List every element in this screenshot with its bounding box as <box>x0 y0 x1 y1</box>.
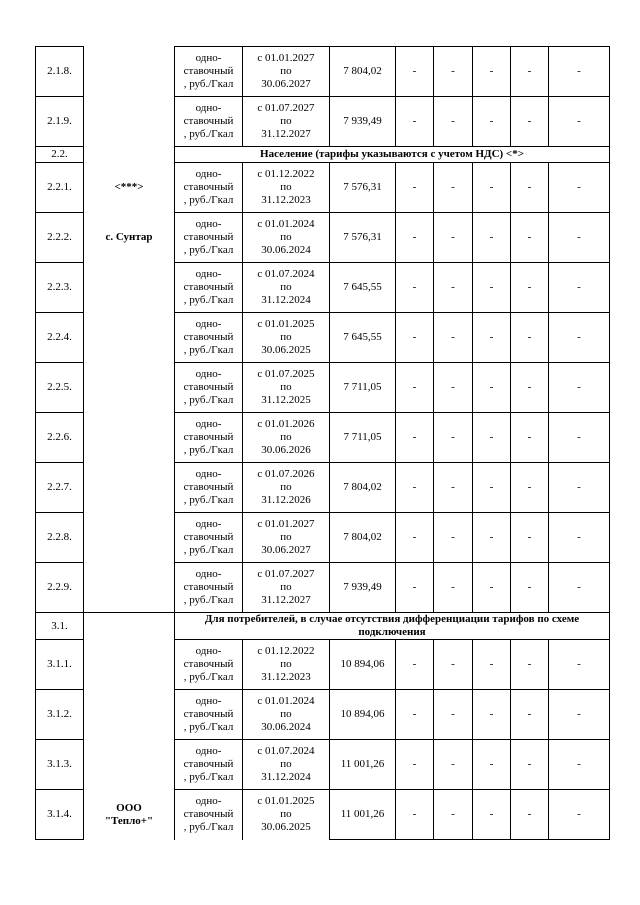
tariff-value-cell: 7 804,02 <box>330 463 396 513</box>
empty-value-cell: - <box>396 640 434 690</box>
organization-cell <box>84 790 175 840</box>
table-row <box>36 363 610 413</box>
period-line: по <box>280 381 292 393</box>
tariff-unit-line: одно- <box>195 645 222 657</box>
tariff-unit-line: одно- <box>195 268 222 280</box>
tariff-unit-line: одно- <box>195 695 222 707</box>
period-line: 30.06.2027 <box>261 78 311 90</box>
table-row <box>36 163 610 213</box>
table-row <box>36 213 610 263</box>
organization-place: с. Сунтар <box>84 213 175 263</box>
organization-cell <box>84 740 175 790</box>
empty-value-cell: - <box>396 513 434 563</box>
row-number-cell: 3.1.3. <box>36 740 84 790</box>
row-number-cell: 3.1. <box>36 613 84 640</box>
table-row <box>36 413 610 463</box>
empty-value-cell: - <box>473 263 511 313</box>
empty-value-cell: - <box>396 363 434 413</box>
tariff-unit-line: ставочный <box>183 181 234 193</box>
period-line: с 01.07.2026 <box>257 468 315 480</box>
tariff-value-cell: 7 711,05 <box>330 413 396 463</box>
tariff-unit-line: ставочный <box>183 65 234 77</box>
empty-value-cell: - <box>473 313 511 363</box>
organization-cell <box>84 413 175 463</box>
tariff-value-cell: 7 711,05 <box>330 363 396 413</box>
tariff-unit-line: одно- <box>195 745 222 757</box>
period-line: 31.12.2023 <box>261 671 311 683</box>
empty-value-cell: - <box>473 163 511 213</box>
empty-value-cell: - <box>549 163 610 213</box>
period-line: по <box>280 231 292 243</box>
period-line: по <box>280 331 292 343</box>
empty-value-cell: - <box>473 513 511 563</box>
row-number-cell: 3.1.1. <box>36 640 84 690</box>
tariff-unit-line: одно- <box>195 468 222 480</box>
empty-value-cell: - <box>473 640 511 690</box>
period-cell <box>243 97 330 147</box>
tariff-unit-cell <box>175 47 243 97</box>
period-cell <box>243 313 330 363</box>
empty-value-cell: - <box>434 263 473 313</box>
tariff-unit-cell <box>175 263 243 313</box>
empty-value-cell: - <box>434 740 473 790</box>
empty-value-cell: - <box>434 413 473 463</box>
organization-name-line: ООО <box>116 801 142 814</box>
empty-value-cell: - <box>473 790 511 840</box>
empty-value-cell: - <box>511 47 549 97</box>
tariff-unit-line: одно- <box>195 568 222 580</box>
tariff-unit-line: , руб./Гкал <box>183 544 234 556</box>
period-line: по <box>280 808 292 821</box>
tariff-unit-line: одно- <box>195 168 222 180</box>
empty-value-cell: - <box>549 513 610 563</box>
tariff-unit-line: , руб./Гкал <box>183 494 234 506</box>
tariff-unit-line: ставочный <box>183 431 234 443</box>
organization-cell <box>84 563 175 613</box>
tariff-value-cell: 11 001,26 <box>330 740 396 790</box>
empty-value-cell: - <box>434 640 473 690</box>
period-line: с 01.01.2025 <box>257 318 315 330</box>
empty-value-cell: - <box>396 47 434 97</box>
period-cell <box>243 413 330 463</box>
tariff-unit-line: , руб./Гкал <box>183 194 234 206</box>
tariff-value-cell: 7 576,31 <box>330 213 396 263</box>
tariff-unit-line: , руб./Гкал <box>183 821 234 834</box>
organization-cell <box>84 690 175 740</box>
tariff-value-cell: 11 001,26 <box>330 790 396 840</box>
tariff-unit-cell <box>175 163 243 213</box>
tariff-value-cell: 10 894,06 <box>330 690 396 740</box>
empty-value-cell: - <box>396 563 434 613</box>
table-row <box>36 513 610 563</box>
tariff-unit-line: одно- <box>195 795 222 808</box>
empty-value-cell: - <box>434 213 473 263</box>
empty-value-cell: - <box>511 463 549 513</box>
period-line: 30.06.2027 <box>261 544 311 556</box>
tariff-unit-line: , руб./Гкал <box>183 78 234 90</box>
row-number-cell: 2.2.7. <box>36 463 84 513</box>
tariff-value-cell: 7 576,31 <box>330 163 396 213</box>
empty-value-cell: - <box>473 97 511 147</box>
tariff-unit-cell <box>175 213 243 263</box>
empty-value-cell: - <box>473 563 511 613</box>
table-row <box>36 263 610 313</box>
period-line: по <box>280 758 292 770</box>
period-line: по <box>280 581 292 593</box>
period-line: 31.12.2024 <box>261 771 311 783</box>
tariff-unit-line: , руб./Гкал <box>183 394 234 406</box>
organization-cell <box>84 363 175 413</box>
empty-value-cell: - <box>511 413 549 463</box>
empty-value-cell: - <box>434 690 473 740</box>
tariff-unit-cell <box>175 97 243 147</box>
period-cell <box>243 163 330 213</box>
empty-value-cell: - <box>549 97 610 147</box>
period-line: 31.12.2026 <box>261 494 311 506</box>
period-line: по <box>280 181 292 193</box>
empty-value-cell: - <box>473 690 511 740</box>
empty-value-cell: - <box>511 740 549 790</box>
tariff-unit-cell <box>175 363 243 413</box>
tariff-unit-line: ставочный <box>183 531 234 543</box>
empty-value-cell: - <box>473 413 511 463</box>
organization-cell <box>84 313 175 363</box>
row-number-cell: 3.1.2. <box>36 690 84 740</box>
section-title: Для потребителей, в случае отсутствия дифференциации тарифов по схеме подключения <box>175 613 610 640</box>
empty-value-cell: - <box>396 213 434 263</box>
tariff-unit-line: , руб./Гкал <box>183 128 234 140</box>
period-line: 30.06.2024 <box>261 721 311 733</box>
row-number-cell: 2.2.9. <box>36 563 84 613</box>
period-cell <box>243 563 330 613</box>
tariff-unit-line: , руб./Гкал <box>183 771 234 783</box>
tariff-unit-line: , руб./Гкал <box>183 344 234 356</box>
period-cell <box>243 363 330 413</box>
period-cell <box>243 463 330 513</box>
empty-value-cell: - <box>396 163 434 213</box>
table-row <box>36 640 610 690</box>
period-line: по <box>280 658 292 670</box>
period-line: по <box>280 481 292 493</box>
organization-cell <box>84 263 175 313</box>
period-line: с 01.07.2024 <box>257 745 315 757</box>
empty-value-cell: - <box>549 640 610 690</box>
tariff-unit-cell <box>175 513 243 563</box>
organization-cell <box>84 147 175 163</box>
table-row <box>36 690 610 740</box>
row-number-cell: 2.1.8. <box>36 47 84 97</box>
period-line: с 01.12.2022 <box>257 168 315 180</box>
tariff-unit-line: , руб./Гкал <box>183 444 234 456</box>
table-row <box>36 47 610 97</box>
empty-value-cell: - <box>549 213 610 263</box>
period-line: 30.06.2026 <box>261 444 311 456</box>
period-line: 31.12.2027 <box>261 128 311 140</box>
empty-value-cell: - <box>434 363 473 413</box>
table-row <box>36 97 610 147</box>
table-row <box>36 313 610 363</box>
empty-value-cell: - <box>549 740 610 790</box>
empty-value-cell: - <box>511 213 549 263</box>
tariff-unit-line: ставочный <box>183 581 234 593</box>
empty-value-cell: - <box>434 47 473 97</box>
empty-value-cell: - <box>473 213 511 263</box>
period-cell <box>243 740 330 790</box>
organization-cell <box>84 513 175 563</box>
period-line: 30.06.2024 <box>261 244 311 256</box>
section-row <box>36 147 610 163</box>
empty-value-cell: - <box>549 463 610 513</box>
period-line: с 01.01.2026 <box>257 418 315 430</box>
row-number-cell: 2.2.1. <box>36 163 84 213</box>
tariff-unit-line: , руб./Гкал <box>183 671 234 683</box>
tariff-unit-line: ставочный <box>183 708 234 720</box>
organization-cell <box>84 640 175 690</box>
tariff-unit-line: ставочный <box>183 481 234 493</box>
period-line: по <box>280 708 292 720</box>
row-number-cell: 2.1.9. <box>36 97 84 147</box>
tariff-value-cell: 7 939,49 <box>330 563 396 613</box>
period-line: с 01.07.2025 <box>257 368 315 380</box>
period-line: 31.12.2024 <box>261 294 311 306</box>
tariff-unit-cell <box>175 640 243 690</box>
period-line: 30.06.2025 <box>261 821 311 834</box>
period-line: с 01.01.2024 <box>257 218 315 230</box>
tariff-unit-line: одно- <box>195 318 222 330</box>
tariff-unit-line: ставочный <box>183 281 234 293</box>
tariff-value-cell: 7 804,02 <box>330 513 396 563</box>
empty-value-cell: - <box>549 790 610 840</box>
empty-value-cell: - <box>473 47 511 97</box>
period-line: 30.06.2025 <box>261 344 311 356</box>
period-line: по <box>280 531 292 543</box>
tariff-unit-line: , руб./Гкал <box>183 594 234 606</box>
tariff-unit-cell <box>175 313 243 363</box>
tariff-unit-line: ставочный <box>183 331 234 343</box>
tariff-unit-line: ставочный <box>183 808 234 821</box>
empty-value-cell: - <box>396 413 434 463</box>
tariff-unit-line: одно- <box>195 368 222 380</box>
tariff-value-cell: 7 645,55 <box>330 263 396 313</box>
empty-value-cell: - <box>434 313 473 363</box>
period-cell <box>243 213 330 263</box>
tariff-unit-line: одно- <box>195 52 222 64</box>
organization-cell <box>84 47 175 97</box>
empty-value-cell: - <box>511 363 549 413</box>
period-cell <box>243 640 330 690</box>
period-line: по <box>280 281 292 293</box>
tariff-unit-cell <box>175 740 243 790</box>
period-line: с 01.07.2027 <box>257 568 315 580</box>
empty-value-cell: - <box>434 563 473 613</box>
table-row <box>36 463 610 513</box>
tariff-unit-line: одно- <box>195 518 222 530</box>
row-number-cell: 3.1.4. <box>36 790 84 840</box>
period-line: по <box>280 431 292 443</box>
period-cell <box>243 263 330 313</box>
period-line: с 01.01.2027 <box>257 52 315 64</box>
organization-name-line: "Тепло+" <box>104 814 154 827</box>
period-cell <box>243 790 330 840</box>
empty-value-cell: - <box>511 313 549 363</box>
organization-cell <box>84 97 175 147</box>
row-number-cell: 2.2.5. <box>36 363 84 413</box>
tariff-unit-cell <box>175 463 243 513</box>
tariff-unit-cell <box>175 790 243 840</box>
empty-value-cell: - <box>511 690 549 740</box>
empty-value-cell: - <box>511 640 549 690</box>
empty-value-cell: - <box>473 363 511 413</box>
period-cell <box>243 513 330 563</box>
tariff-value-cell: 10 894,06 <box>330 640 396 690</box>
empty-value-cell: - <box>549 263 610 313</box>
row-number-cell: 2.2. <box>36 147 84 163</box>
period-line: с 01.07.2024 <box>257 268 315 280</box>
period-line: 31.12.2027 <box>261 594 311 606</box>
empty-value-cell: - <box>511 97 549 147</box>
empty-value-cell: - <box>434 513 473 563</box>
empty-value-cell: - <box>549 690 610 740</box>
tariff-value-cell: 7 804,02 <box>330 47 396 97</box>
tariff-unit-cell <box>175 413 243 463</box>
organization-cell <box>84 463 175 513</box>
tariff-unit-line: , руб./Гкал <box>183 244 234 256</box>
empty-value-cell: - <box>396 790 434 840</box>
table-row <box>36 790 610 840</box>
table-body <box>36 47 610 840</box>
empty-value-cell: - <box>511 563 549 613</box>
empty-value-cell: - <box>549 563 610 613</box>
empty-value-cell: - <box>511 790 549 840</box>
tariff-unit-line: ставочный <box>183 381 234 393</box>
row-number-cell: 2.2.3. <box>36 263 84 313</box>
empty-value-cell: - <box>434 790 473 840</box>
period-line: с 01.01.2027 <box>257 518 315 530</box>
tariff-unit-line: , руб./Гкал <box>183 721 234 733</box>
section-row <box>36 613 610 640</box>
empty-value-cell: - <box>549 363 610 413</box>
tariff-unit-line: ставочный <box>183 658 234 670</box>
tariff-unit-line: , руб./Гкал <box>183 294 234 306</box>
empty-value-cell: - <box>396 97 434 147</box>
period-line: с 01.07.2027 <box>257 102 315 114</box>
empty-value-cell: - <box>473 463 511 513</box>
row-number-cell: 2.2.4. <box>36 313 84 363</box>
tariff-unit-line: одно- <box>195 418 222 430</box>
empty-value-cell: - <box>549 413 610 463</box>
empty-value-cell: - <box>511 163 549 213</box>
empty-value-cell: - <box>511 263 549 313</box>
row-number-cell: 2.2.6. <box>36 413 84 463</box>
tariff-table <box>35 46 610 840</box>
period-line: с 01.01.2025 <box>257 795 315 808</box>
period-cell <box>243 47 330 97</box>
empty-value-cell: - <box>549 47 610 97</box>
period-line: по <box>280 65 292 77</box>
period-line: с 01.12.2022 <box>257 645 315 657</box>
row-number-cell: 2.2.8. <box>36 513 84 563</box>
period-line: по <box>280 115 292 127</box>
table-row <box>36 740 610 790</box>
section-title: Население (тарифы указываются с учетом НДС) <*> <box>175 147 610 163</box>
row-number-cell: 2.2.2. <box>36 213 84 263</box>
empty-value-cell: - <box>396 740 434 790</box>
empty-value-cell: - <box>396 263 434 313</box>
empty-value-cell: - <box>473 740 511 790</box>
tariff-unit-cell <box>175 690 243 740</box>
empty-value-cell: - <box>396 690 434 740</box>
empty-value-cell: - <box>549 313 610 363</box>
tariff-unit-line: ставочный <box>183 231 234 243</box>
empty-value-cell: - <box>434 163 473 213</box>
period-line: 31.12.2025 <box>261 394 311 406</box>
empty-value-cell: - <box>434 463 473 513</box>
tariff-unit-cell <box>175 563 243 613</box>
organization-cell <box>84 613 175 640</box>
period-line: с 01.01.2024 <box>257 695 315 707</box>
empty-value-cell: - <box>434 97 473 147</box>
empty-value-cell: - <box>396 313 434 363</box>
tariff-unit-line: одно- <box>195 102 222 114</box>
tariff-unit-line: ставочный <box>183 758 234 770</box>
tariff-unit-line: ставочный <box>183 115 234 127</box>
empty-value-cell: - <box>396 463 434 513</box>
period-line: 31.12.2023 <box>261 194 311 206</box>
empty-value-cell: - <box>511 513 549 563</box>
tariff-unit-line: одно- <box>195 218 222 230</box>
organization-note: <***> <box>84 163 175 213</box>
tariff-value-cell: 7 939,49 <box>330 97 396 147</box>
period-cell <box>243 690 330 740</box>
table-row <box>36 563 610 613</box>
tariff-value-cell: 7 645,55 <box>330 313 396 363</box>
